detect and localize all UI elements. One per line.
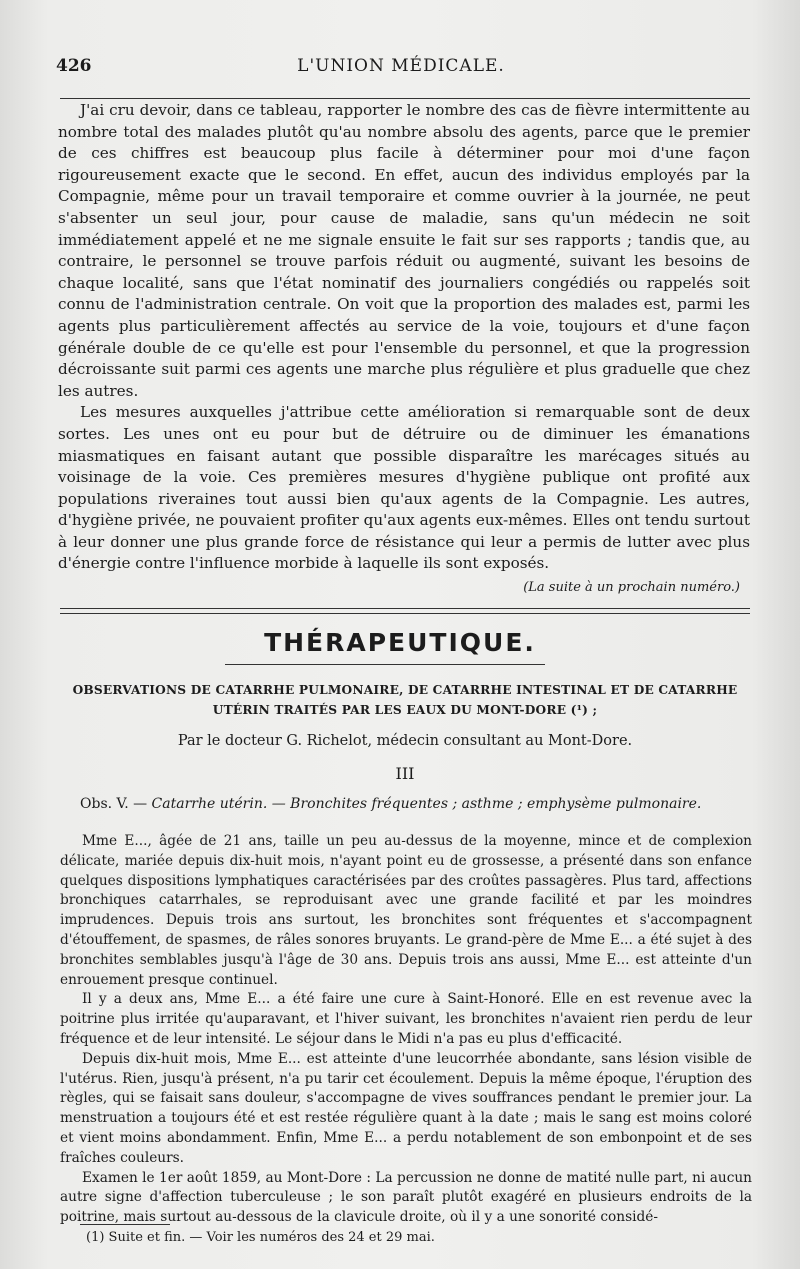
article-title [60, 680, 750, 720]
observation-heading [80, 796, 750, 812]
continuation-note: (La suite à un prochain numéro.) [523, 580, 740, 595]
page-header [56, 56, 746, 86]
observation-label: Obs. V. — [80, 796, 148, 812]
paragraph: Il y a deux ans, Mme E... a été faire une cure à Saint-Honoré. Elle en est revenue avec la poitrine plus irritée qu'auparavant, et l'hiver suivant, les bronchites n'avaient rien perdu de leur fréquence et de leur intensité. Le séjour dans le Midi n'a pas eu plus d'efficacité. [60, 991, 752, 1047]
section-rule-top [60, 608, 750, 609]
paragraph: Depuis dix-huit mois, Mme E... est atteinte d'une leucorrhée abondante, sans lésion visible de l'utérus. Rien, jusqu'à présent, n'a pu tarir cet écoulement. Depuis la même époque, l'éruption des règles, qui se faisait sans douleur, s'accompagne de vives souffrances pendant le premier jour. La menstruation a toujours été et est restée régulière quant à la date ; mais le sang est moins coloré et vient moins abondamment. Enfin, Mme E... a perdu notablement de son embonpoint et de ses fraîches couleurs. [60, 1050, 752, 1166]
paragraph: Les mesures auxquelles j'attribue cette amélioration si remarquable sont de deux sortes. Les unes ont eu pour but de détruire ou de diminuer les émanations miasmatiques en faisant autant que possible disparaître les marécages situés au voisinage de la voie. Ces premières mesures d'hygiène publique ont profité aux populations riveraines tout aussi bien qu'aux agents de la Compagnie. Les autres, d'hygiène privée, ne pouvaient profiter qu'aux agents eux-mêmes. Elles ont tendu surtout à leur donner une plus grande force de résistance qui leur a permis de lutter avec plus d'énergie contre l'influence morbide à laquelle ils sont exposés. [58, 403, 750, 573]
section-rule-bottom [60, 613, 750, 614]
observation-body [60, 832, 752, 1228]
article-title-line: OBSERVATIONS DE CATARRHE PULMONAIRE, DE CATARRHE INTESTINAL ET DE CATARRHE [72, 683, 738, 697]
article-title-line: UTÉRIN TRAITÉS PAR LES EAUX DU MONT-DORE (¹) ; [212, 703, 598, 717]
article-body [58, 100, 750, 575]
author-line: Par le docteur G. Richelot, médecin consultant au Mont-Dore. [177, 733, 633, 749]
section-numeral: III [395, 764, 415, 783]
section-title-underline [225, 664, 545, 665]
page-number: 426 [56, 56, 92, 76]
footnote: (1) Suite et fin. — Voir les numéros des 24 et 29 mai. [86, 1230, 435, 1245]
section-title: THÉRAPEUTIQUE. [264, 628, 536, 657]
observation-title: Catarrhe utérin. — Bronchites fréquentes ; asthme ; emphysème pulmonaire. [151, 796, 702, 812]
paragraph: J'ai cru devoir, dans ce tableau, rapporter le nombre des cas de fièvre intermittente au nombre total des malades plutôt qu'au nombre absolu des agents, parce que le premier de ces chiffres est beaucoup plus facile à déterminer pour moi d'une façon rigoureusement exacte que le second. En effet, aucun des individus employés par la Compagnie, même pour un travail temporaire et comme ouvrier à la journée, ne peut s'absenter un seul jour, pour cause de maladie, sans qu'un médecin ne soit immédiatement appelé et ne me signale ensuite le fait sur ses rapports ; tandis que, au contraire, le personnel se trouve parfois réduit ou augmenté, suivant les besoins de chaque localité, sans que l'état nominatif des journaliers congédiés ou rappelés soit connu de l'administration centrale. On voit que la proportion des malades est, parmi les agents plus particulièrement affectés au service de la voie, toujours et d'une façon générale double de ce qu'elle est pour l'ensemble du personnel, et que la progression décroissante suit parmi ces agents une marche plus régulière et plus graduelle que chez les autres. [58, 101, 750, 400]
footnote-rule [80, 1224, 170, 1225]
header-rule [60, 98, 750, 99]
paragraph: Examen le 1er août 1859, au Mont-Dore : La percussion ne donne de matité nulle part, ni aucun autre signe d'affection tuberculeuse ; le son paraît plutôt exagéré en plusieurs endroits de la poitrine, mais surtout au-dessous de la clavicule droite, où il y a une sonorité considé- [60, 1169, 752, 1226]
running-title: L'UNION MÉDICALE. [297, 56, 505, 76]
paragraph: Mme E..., âgée de 21 ans, taille un peu au-dessus de la moyenne, mince et de complexion délicate, mariée depuis dix-huit mois, n'ayant point eu de grossesse, a présenté dans son enfance quelques dispositions lymphatiques caractérisées par des croûtes passagères. Plus tard, affections bronchiques catarrhales, se reproduisant avec une grande facilité et par les moindres imprudences. Depuis trois ans surtout, les bronchites sont fréquentes et s'accompagnent d'étouffement, de spasmes, de râles sonores bruyants. Le grand-père de Mme E... a été sujet à des bronchites semblables jusqu'à l'âge de 30 ans. Depuis trois ans aussi, Mme E... est atteinte d'un enrouement presque continuel. [60, 833, 752, 988]
